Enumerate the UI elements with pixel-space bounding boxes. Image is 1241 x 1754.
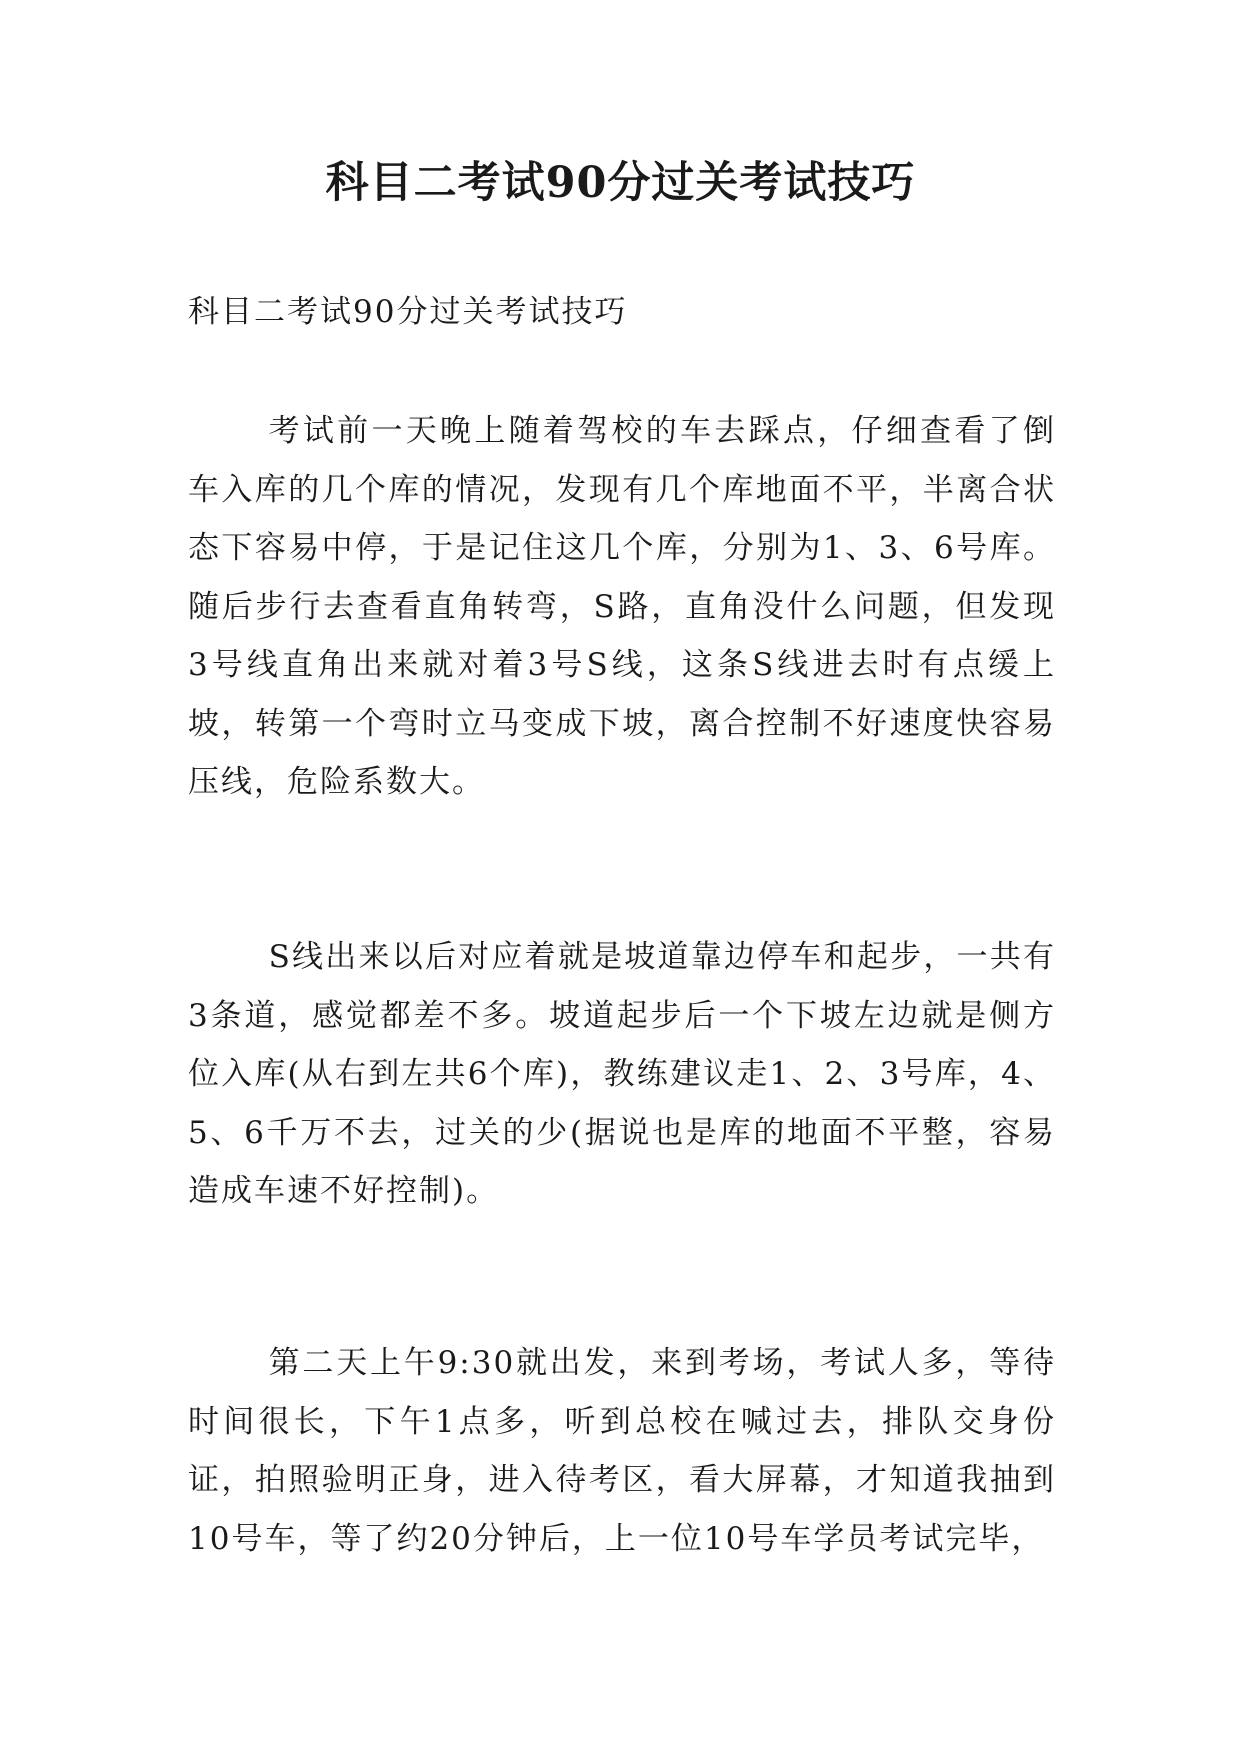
paragraph-3: 第二天上午9:30就出发，来到考场，考试人多，等待时间很长，下午1点多，听到总校在喊过去，排队交身份证，拍照验明正身，进入待考区，看大屏幕，才知道我抽到10号车，等了约20分钟后，上一位10号车学员考试完毕， bbox=[188, 1345, 1056, 1557]
document-title: 科目二考试90分过关考试技巧 bbox=[325, 158, 916, 208]
paragraph-2: S线出来以后对应着就是坡道靠边停车和起步，一共有3条道，感觉都差不多。坡道起步后一个下坡左边就是侧方位入库(从右到左共6个库)，教练建议走1、2、3号库，4、5、6千万不去，过关的少(据说也是库的地面不平整，容易造成车速不好控制)。 bbox=[188, 939, 1056, 1209]
paragraph-1: 考试前一天晚上随着驾校的车去踩点，仔细查看了倒车入库的几个库的情况，发现有几个库地面不平，半离合状态下容易中停，于是记住这几个库，分别为1、3、6号库。随后步行去查看直角转弯，S路，直角没什么问题，但发现3号线直角出来就对着3号S线，这条S线进去时有点缓上坡，转第一个弯时立马变成下坡，离合控制不好速度快容易压线，危险系数大。 bbox=[188, 413, 1056, 800]
document-subtitle: 科目二考试90分过关考试技巧 bbox=[188, 294, 628, 330]
